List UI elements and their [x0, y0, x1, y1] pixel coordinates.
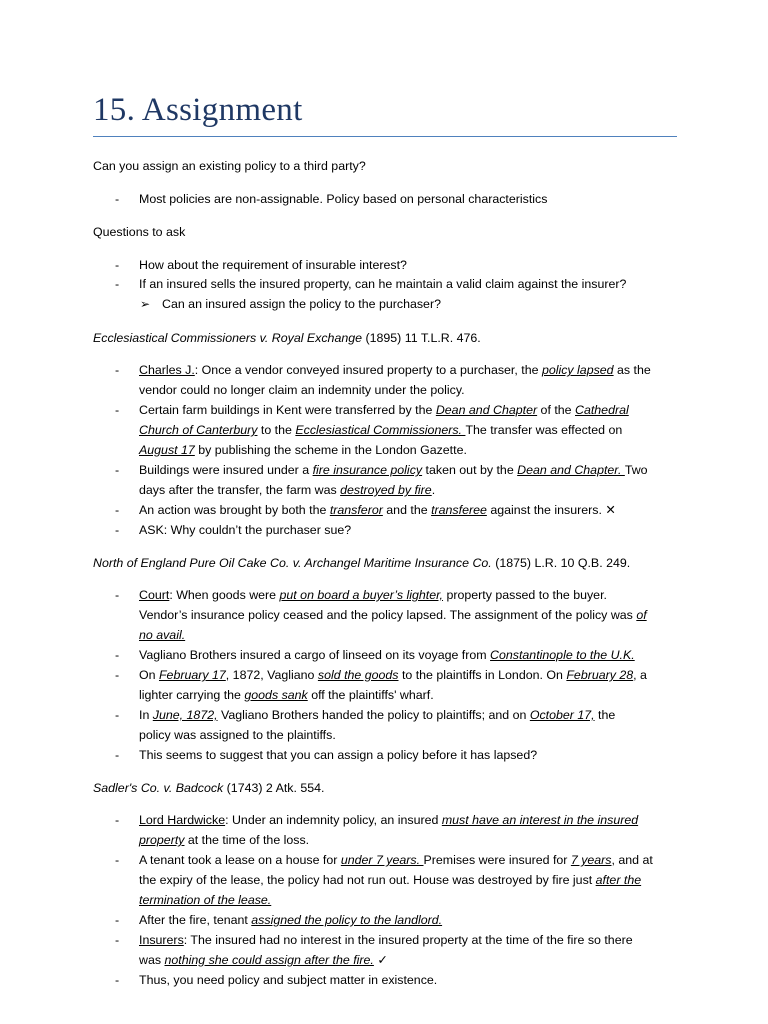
case2-point-vagliano: Vagliano Brothers insured a cargo of linseed on its voyage from Constantinople to the U.K.: [139, 648, 635, 662]
bullet-dash: -: [115, 463, 120, 477]
bullet-dash: -: [115, 913, 120, 927]
case3-point-hardwicke: Lord Hardwicke: Under an indemnity policy, an insured must have an interest in the insured: [139, 813, 639, 827]
case2-point-sold-cont: lighter carrying the goods sank off the plaintiffs' wharf.: [139, 688, 434, 702]
bullet-dash: -: [115, 588, 120, 602]
case-citation-north-england: North of England Pure Oil Cake Co. v. Archangel Maritime Insurance Co. (1875) L.R. 10 Q.B. 249.: [93, 556, 631, 570]
case3-point-insurers-cont: was nothing she could assign after the fire. ✓: [139, 953, 388, 967]
bullet-dash: -: [115, 933, 120, 947]
case3-point-tenant: A tenant took a lease on a house for under 7 years. Premises were insured for 7 years, and at: [139, 853, 653, 867]
case2-point-court-cont2: no avail.: [139, 628, 186, 642]
case2-point-handed: In June, 1872, Vagliano Brothers handed the policy to plaintiffs; and on October 17, the: [139, 708, 616, 722]
bullet-dash: -: [115, 192, 120, 206]
case2-point-suggest: This seems to suggest that you can assign a policy before it has lapsed?: [139, 748, 538, 762]
case3-point-hardwicke-cont: property at the time of the loss.: [139, 833, 310, 847]
case3-point-tenant-cont: the expiry of the lease, the policy had not run out. House was destroyed by fire just after the: [139, 873, 642, 887]
bullet-non-assignable: Most policies are non-assignable. Policy based on personal characteristics: [139, 192, 548, 206]
bullet-dash: -: [115, 277, 120, 291]
case2-point-court-cont: Vendor’s insurance policy ceased and the policy lapsed. The assignment of the policy was of: [139, 608, 647, 622]
question-insurable-interest: How about the requirement of insurable interest?: [139, 258, 407, 272]
title-rule: [93, 136, 677, 137]
case2-point-court: Court: When goods were put on board a buyer’s lighter, property passed to the buyer.: [139, 588, 607, 602]
bullet-dash: -: [115, 748, 120, 762]
bullet-dash: -: [115, 648, 120, 662]
questions-heading: Questions to ask: [93, 225, 186, 239]
cross-mark-icon: ✕: [605, 503, 616, 517]
bullet-dash: -: [115, 523, 120, 537]
bullet-dash: -: [115, 853, 120, 867]
bullet-dash: -: [115, 503, 120, 517]
case-citation-ecclesiastical: Ecclesiastical Commissioners v. Royal Exchange (1895) 11 T.L.R. 476.: [93, 331, 481, 345]
bullet-dash: -: [115, 363, 120, 377]
case1-point-farm-cont2: August 17 by publishing the scheme in the London Gazette.: [139, 443, 467, 457]
case3-point-conclusion: Thus, you need policy and subject matter in existence.: [139, 973, 438, 987]
bullet-dash: -: [115, 813, 120, 827]
bullet-dash: -: [115, 258, 120, 272]
question-assign-purchaser: Can an insured assign the policy to the purchaser?: [162, 297, 441, 311]
case1-point-farm-cont: Church of Canterbury to the Ecclesiastical Commissioners. The transfer was effected on: [139, 423, 623, 437]
case3-point-insurers: Insurers: The insured had no interest in the insured property at the time of the fire so there: [139, 933, 633, 947]
question-assign: Can you assign an existing policy to a third party?: [93, 159, 366, 173]
case1-point-insured-cont: days after the transfer, the farm was destroyed by fire.: [139, 483, 436, 497]
case1-point-ask: ASK: Why couldn’t the purchaser sue?: [139, 523, 352, 537]
case2-point-handed-cont: policy was assigned to the plaintiffs.: [139, 728, 336, 742]
case-citation-sadlers: Sadler's Co. v. Badcock (1743) 2 Atk. 554.: [93, 781, 325, 795]
case3-point-after-fire: After the fire, tenant assigned the policy to the landlord.: [139, 913, 443, 927]
check-mark-icon: ✓: [373, 953, 388, 967]
case1-point-insured: Buildings were insured under a fire insurance policy taken out by the Dean and Chapter. Two: [139, 463, 648, 477]
case2-point-sold: On February 17, 1872, Vagliano sold the goods to the plaintiffs in London. On February 28, a: [139, 668, 647, 682]
arrow-bullet-icon: ➢: [140, 297, 151, 311]
page-title: 15. Assignment: [93, 92, 303, 128]
bullet-dash: -: [115, 973, 120, 987]
case3-point-tenant-cont2: termination of the lease.: [139, 893, 272, 907]
bullet-dash: -: [115, 708, 120, 722]
bullet-dash: -: [115, 403, 120, 417]
bullet-dash: -: [115, 668, 120, 682]
case1-point-farm: Certain farm buildings in Kent were transferred by the Dean and Chapter of the Cathedral: [139, 403, 629, 417]
question-sells-property: If an insured sells the insured property, can he maintain a valid claim against the insurer?: [139, 277, 627, 291]
case1-point-action: An action was brought by both the transferor and the transferee against the insurers. ✕: [139, 503, 616, 517]
case1-point-charles-cont: vendor could no longer claim an indemnity under the policy.: [139, 383, 465, 397]
case1-point-charles: Charles J.: Once a vendor conveyed insured property to a purchaser, the policy lapsed as the: [139, 363, 651, 377]
